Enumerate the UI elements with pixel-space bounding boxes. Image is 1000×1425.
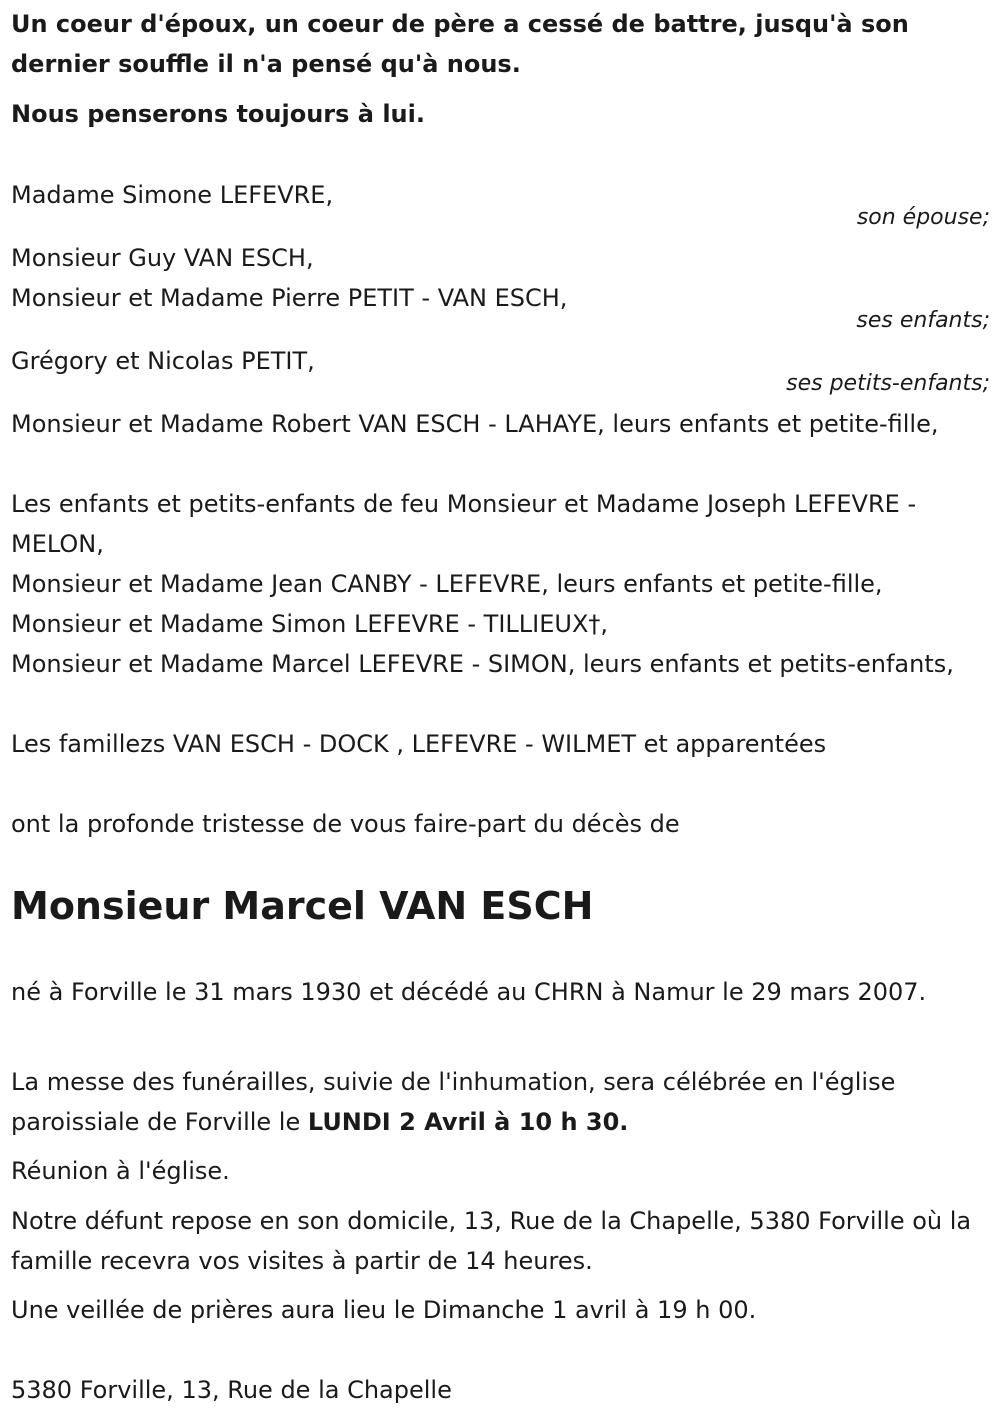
child-1: Monsieur Guy VAN ESCH,: [11, 244, 314, 272]
relative-1: Monsieur et Madame Robert VAN ESCH - LAHAYE, leurs enfants et petite-fille,: [11, 410, 939, 438]
mass-date: LUNDI 2 Avril à 10 h 30.: [307, 1108, 629, 1136]
relative-3: Monsieur et Madame Jean CANBY - LEFEVRE, leurs enfants et petite-fille,: [11, 570, 883, 598]
spouse-role: son épouse;: [856, 205, 990, 230]
address: 5380 Forville, 13, Rue de la Chapelle: [11, 1376, 452, 1404]
vigil-info: Une veillée de prières aura lieu le Dimanche 1 avril à 19 h 00.: [11, 1296, 757, 1324]
grandchildren: Grégory et Nicolas PETIT,: [11, 347, 315, 375]
funeral-mass-info: [11, 1062, 990, 1142]
intro-text: Un coeur d'époux, un coeur de père a cessé de battre, jusqu'à son dernier souffle il n'a pensé qu'à nous.: [11, 10, 909, 78]
birth-death-info: né à Forville le 31 mars 1930 et décédé au CHRN à Namur le 29 mars 2007.: [11, 978, 927, 1006]
announcement-text: ont la profonde tristesse de vous faire-part du décès de: [11, 810, 680, 838]
mass-text: La messe des funérailles, suivie de l'inhumation, sera célébrée en l'église paroissiale de Forville le: [11, 1068, 896, 1136]
spouse-name: Madame Simone LEFEVRE,: [11, 181, 334, 209]
visits-info: Notre défunt repose en son domicile, 13, Rue de la Chapelle, 5380 Forville où la famille recevra vos visites à partir de 14 heures.: [11, 1207, 972, 1275]
relative-2: Les enfants et petits-enfants de feu Monsieur et Madame Joseph LEFEVRE - MELON,: [11, 490, 917, 558]
relative-4-comma: ,: [600, 610, 609, 638]
children-role: ses enfants;: [856, 308, 990, 333]
relative-4-name: Monsieur et Madame Simon LEFEVRE - TILLIEUX: [11, 610, 589, 638]
cross-icon: †: [588, 610, 601, 638]
meeting-info: Réunion à l'église.: [11, 1157, 230, 1185]
grandchildren-role: ses petits-enfants;: [786, 371, 990, 396]
relative-4: [11, 604, 990, 644]
relative-6: Les famillezs VAN ESCH - DOCK , LEFEVRE - WILMET et apparentées: [11, 730, 827, 758]
relative-5: Monsieur et Madame Marcel LEFEVRE - SIMON, leurs enfants et petits-enfants,: [11, 650, 954, 678]
child-2: Monsieur et Madame Pierre PETIT - VAN ESCH,: [11, 284, 568, 312]
intro-closing: Nous penserons toujours à lui.: [11, 100, 425, 128]
deceased-name: Monsieur Marcel VAN ESCH: [11, 884, 594, 928]
